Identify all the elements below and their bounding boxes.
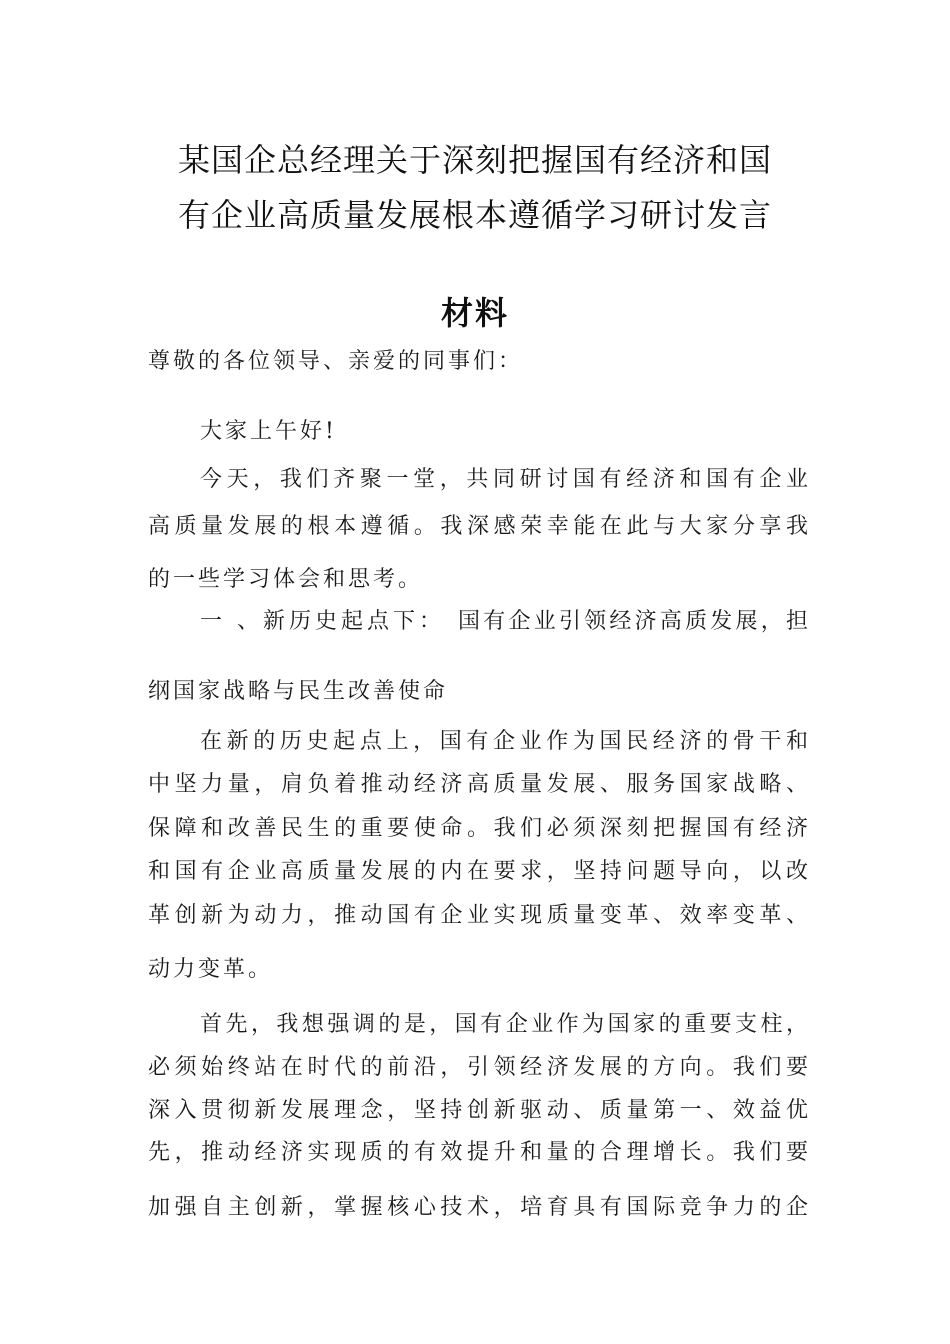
para1-line-1: 在新的历史起点上，国有企业作为国民经济的骨干和 [200, 729, 808, 754]
para2-line-4: 先，推动经济实现质的有效提升和量的合理增长。我们要 [148, 1140, 808, 1165]
para2-line-5: 加强自主创新，掌握核心技术，培育具有国际竞争力的企 [148, 1195, 808, 1220]
para1-line-4: 和国有企业高质量发展的内在要求，坚持问题导向，以改 [148, 859, 808, 884]
para1-line-3: 保障和改善民生的重要使命。我们必须深刻把握国有经济 [148, 816, 808, 841]
para2-line-3: 深入贯彻新发展理念，坚持创新驱动、质量第一、效益优 [148, 1098, 808, 1123]
para1-line-2: 中坚力量，肩负着推动经济高质量发展、服务国家战略、 [148, 772, 808, 797]
document-title-line-2: 有企业高质量发展根本遵循学习研讨发言 [177, 196, 772, 234]
intro-line-3: 的一些学习体会和思考。 [148, 567, 424, 592]
section-1-number: 一 、新历史起点下： [200, 609, 445, 634]
para2-line-1: 首先，我想强调的是，国有企业作为国家的重要支柱， [200, 1012, 808, 1037]
greeting: 大家上午好! [200, 419, 337, 444]
salutation: 尊敬的各位领导、亲爱的同事们： [148, 349, 524, 374]
section-1-title-continued: 纲国家战略与民生改善使命 [148, 679, 449, 704]
para1-line-5: 革创新为动力，推动国有企业实现质量变革、效率变革、 [148, 903, 808, 928]
para2-line-2: 必须始终站在时代的前沿，引领经济发展的方向。我们要 [148, 1055, 808, 1080]
intro-line-1: 今天，我们齐聚一堂，共同研讨国有经济和国有企业 [200, 467, 808, 492]
intro-line-2: 高质量发展的根本遵循。我深感荣幸能在此与大家分享我 [148, 514, 808, 539]
section-1-title: 国有企业引领经济高质发展，担 [458, 609, 808, 634]
document-title-line-1: 某国企总经理关于深刻把握国有经济和国 [177, 141, 772, 179]
para1-line-6: 动力变革。 [148, 957, 274, 982]
document-title-line-3: 材料 [440, 294, 509, 332]
